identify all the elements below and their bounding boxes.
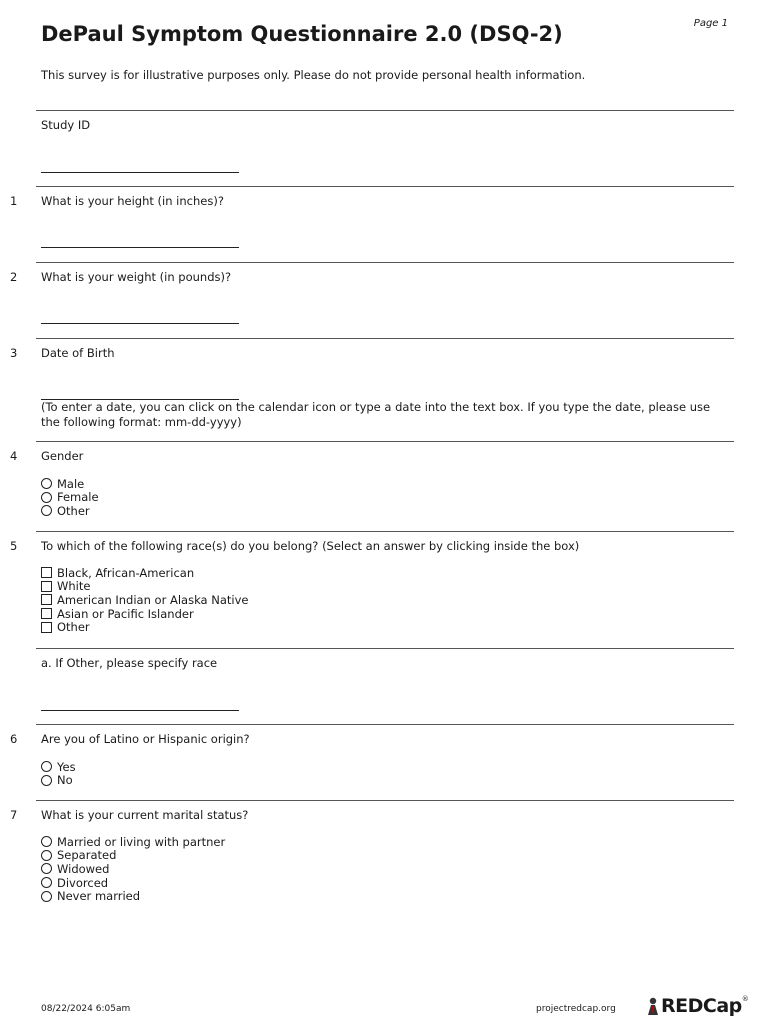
- question-number: 4: [10, 449, 18, 463]
- question-text: What is your height (in inches)?: [41, 194, 224, 208]
- option-label: Yes: [57, 759, 76, 774]
- checkbox[interactable]: [41, 622, 52, 633]
- radio-button[interactable]: [41, 836, 52, 847]
- marital-option-widowed[interactable]: [41, 862, 225, 876]
- latino-options: [41, 760, 76, 787]
- redcap-logo: [646, 995, 749, 1017]
- radio-button[interactable]: [41, 775, 52, 786]
- marital-option-married[interactable]: [41, 835, 225, 849]
- radio-button[interactable]: [41, 877, 52, 888]
- marital-options: [41, 835, 225, 903]
- question-race-other: [36, 648, 734, 725]
- question-number: 1: [10, 194, 18, 208]
- latino-option-no[interactable]: [41, 774, 76, 788]
- option-label: Black, African-American: [57, 565, 195, 580]
- race-option-black[interactable]: [41, 566, 248, 580]
- race-option-white[interactable]: [41, 580, 248, 594]
- option-label: American Indian or Alaska Native: [57, 592, 249, 607]
- race-options: [41, 566, 248, 634]
- footer-timestamp: 08/22/2024 6:05am: [41, 1004, 131, 1014]
- height-input[interactable]: [41, 247, 239, 248]
- question-number: 7: [10, 808, 18, 822]
- option-label: Divorced: [57, 875, 109, 890]
- page-title: DePaul Symptom Questionnaire 2.0 (DSQ-2): [41, 22, 563, 46]
- gender-options: [41, 477, 99, 518]
- question-weight: [10, 262, 734, 339]
- gender-option-female[interactable]: [41, 491, 99, 505]
- option-label: Female: [57, 490, 99, 505]
- study-id-input[interactable]: [41, 172, 239, 173]
- race-option-asian[interactable]: [41, 607, 248, 621]
- question-text: Date of Birth: [41, 346, 115, 360]
- radio-button[interactable]: [41, 891, 52, 902]
- question-number: 6: [10, 732, 18, 746]
- option-label: Separated: [57, 848, 117, 863]
- question-number: 2: [10, 270, 18, 284]
- checkbox[interactable]: [41, 581, 52, 592]
- gender-option-other[interactable]: [41, 504, 99, 518]
- race-other-input[interactable]: [41, 710, 239, 711]
- page-number: Page 1: [693, 18, 728, 29]
- option-label: White: [57, 579, 91, 594]
- intro-text: This survey is for illustrative purposes only. Please do not provide personal health information.: [41, 68, 586, 82]
- question-marital-status: [10, 800, 734, 911]
- option-label: Other: [57, 503, 90, 518]
- gender-option-male[interactable]: [41, 477, 99, 491]
- option-label: Male: [57, 476, 85, 491]
- study-id-label: Study ID: [41, 118, 91, 132]
- race-option-other[interactable]: [41, 620, 248, 634]
- date-format-note: (To enter a date, you can click on the calendar icon or type a date into the text box. If you type the date, please use the following format: mm-dd-yyyy): [41, 400, 711, 429]
- question-text: Gender: [41, 449, 84, 463]
- option-label: Widowed: [57, 861, 110, 876]
- weight-input[interactable]: [41, 323, 239, 324]
- marital-option-divorced[interactable]: [41, 876, 225, 890]
- question-latino: [10, 724, 734, 801]
- checkbox[interactable]: [41, 594, 52, 605]
- question-date-of-birth: [10, 338, 734, 442]
- radio-button[interactable]: [41, 863, 52, 874]
- option-label: Other: [57, 620, 90, 635]
- radio-button[interactable]: [41, 478, 52, 489]
- question-text: a. If Other, please specify race: [41, 656, 218, 670]
- question-number: 3: [10, 346, 18, 360]
- option-label: No: [57, 773, 73, 788]
- question-text: What is your current marital status?: [41, 808, 249, 822]
- checkbox[interactable]: [41, 567, 52, 578]
- race-option-american-indian[interactable]: [41, 593, 248, 607]
- question-race: [10, 531, 734, 649]
- marital-option-separated[interactable]: [41, 849, 225, 863]
- radio-button[interactable]: [41, 505, 52, 516]
- marital-option-never-married[interactable]: [41, 889, 225, 903]
- study-id-section: [36, 110, 734, 187]
- latino-option-yes[interactable]: [41, 760, 76, 774]
- registered-mark: ®: [741, 995, 749, 1003]
- checkbox[interactable]: [41, 608, 52, 619]
- footer-site: projectredcap.org: [536, 1004, 616, 1014]
- question-height: [10, 186, 734, 263]
- option-label: Never married: [57, 889, 141, 904]
- radio-button[interactable]: [41, 492, 52, 503]
- question-gender: [10, 441, 734, 532]
- radio-button[interactable]: [41, 850, 52, 861]
- question-text: To which of the following race(s) do you belong? (Select an answer by clicking inside the box): [41, 539, 580, 553]
- redcap-logo-icon: [646, 997, 660, 1015]
- question-number: 5: [10, 539, 18, 553]
- question-text: Are you of Latino or Hispanic origin?: [41, 732, 250, 746]
- question-text: What is your weight (in pounds)?: [41, 270, 232, 284]
- redcap-logo-text: REDCap: [661, 995, 742, 1017]
- radio-button[interactable]: [41, 761, 52, 772]
- option-label: Married or living with partner: [57, 834, 226, 849]
- option-label: Asian or Pacific Islander: [57, 606, 194, 621]
